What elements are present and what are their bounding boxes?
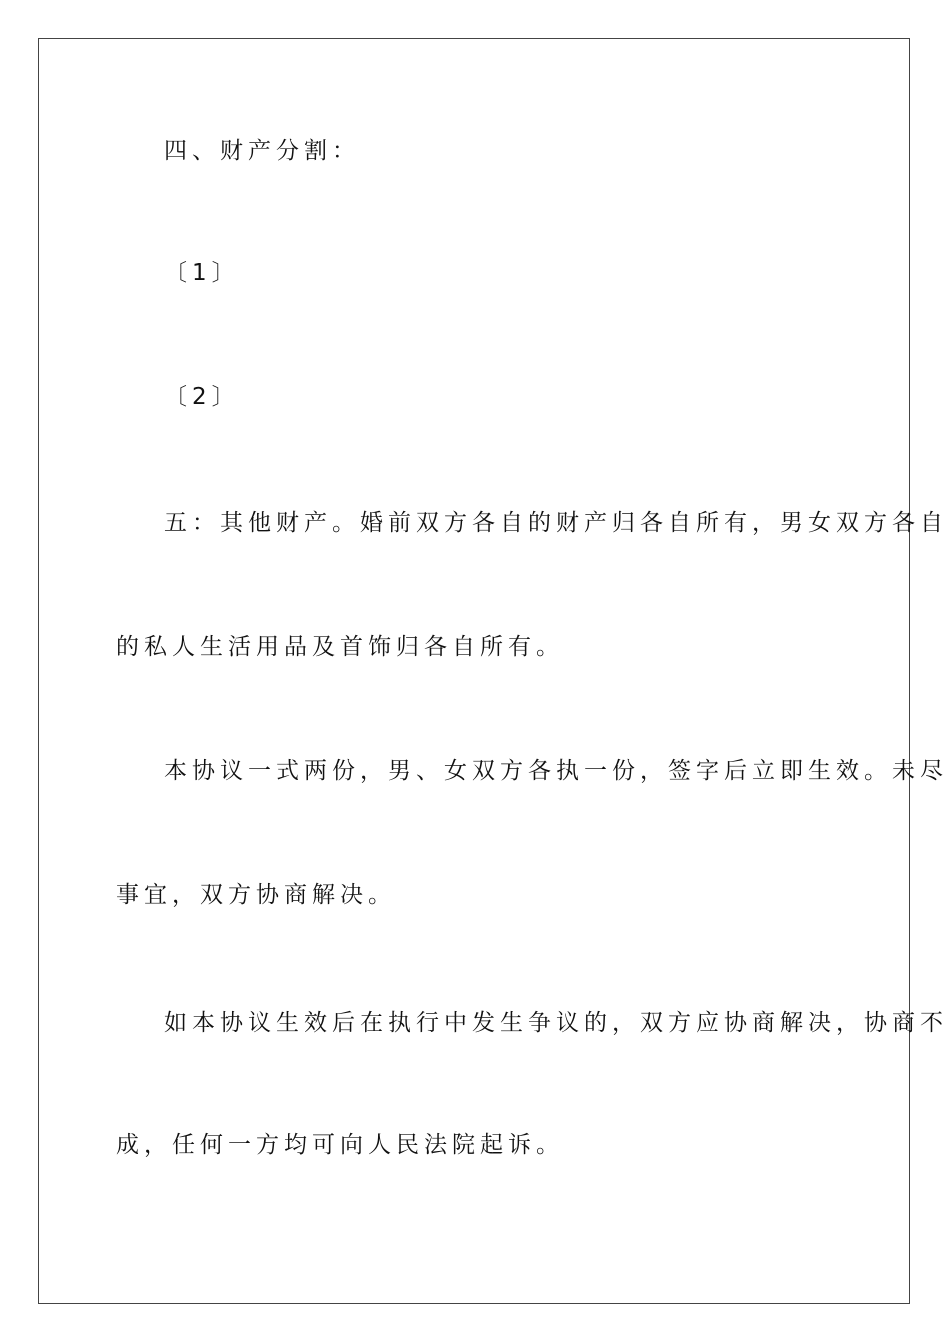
paragraph-other-property-line-2: 的私人生活用品及首饰归各自所有。 bbox=[116, 634, 564, 660]
list-item-2: 〔2〕 bbox=[164, 384, 240, 410]
section-heading-property-division: 四、财产分割： bbox=[164, 138, 360, 164]
paragraph-dispute-line-2: 成，任何一方均可向人民法院起诉。 bbox=[116, 1132, 564, 1158]
paragraph-other-property-line-1: 五：其他财产。婚前双方各自的财产归各自所有，男女双方各自 bbox=[164, 510, 948, 536]
paragraph-copies-line-1: 本协议一式两份，男、女双方各执一份，签字后立即生效。未尽 bbox=[164, 758, 948, 784]
list-item-1: 〔1〕 bbox=[164, 260, 240, 286]
paragraph-dispute-line-1: 如本协议生效后在执行中发生争议的，双方应协商解决，协商不 bbox=[164, 1010, 948, 1036]
page-border bbox=[38, 38, 910, 1304]
paragraph-copies-line-2: 事宜，双方协商解决。 bbox=[116, 882, 396, 908]
